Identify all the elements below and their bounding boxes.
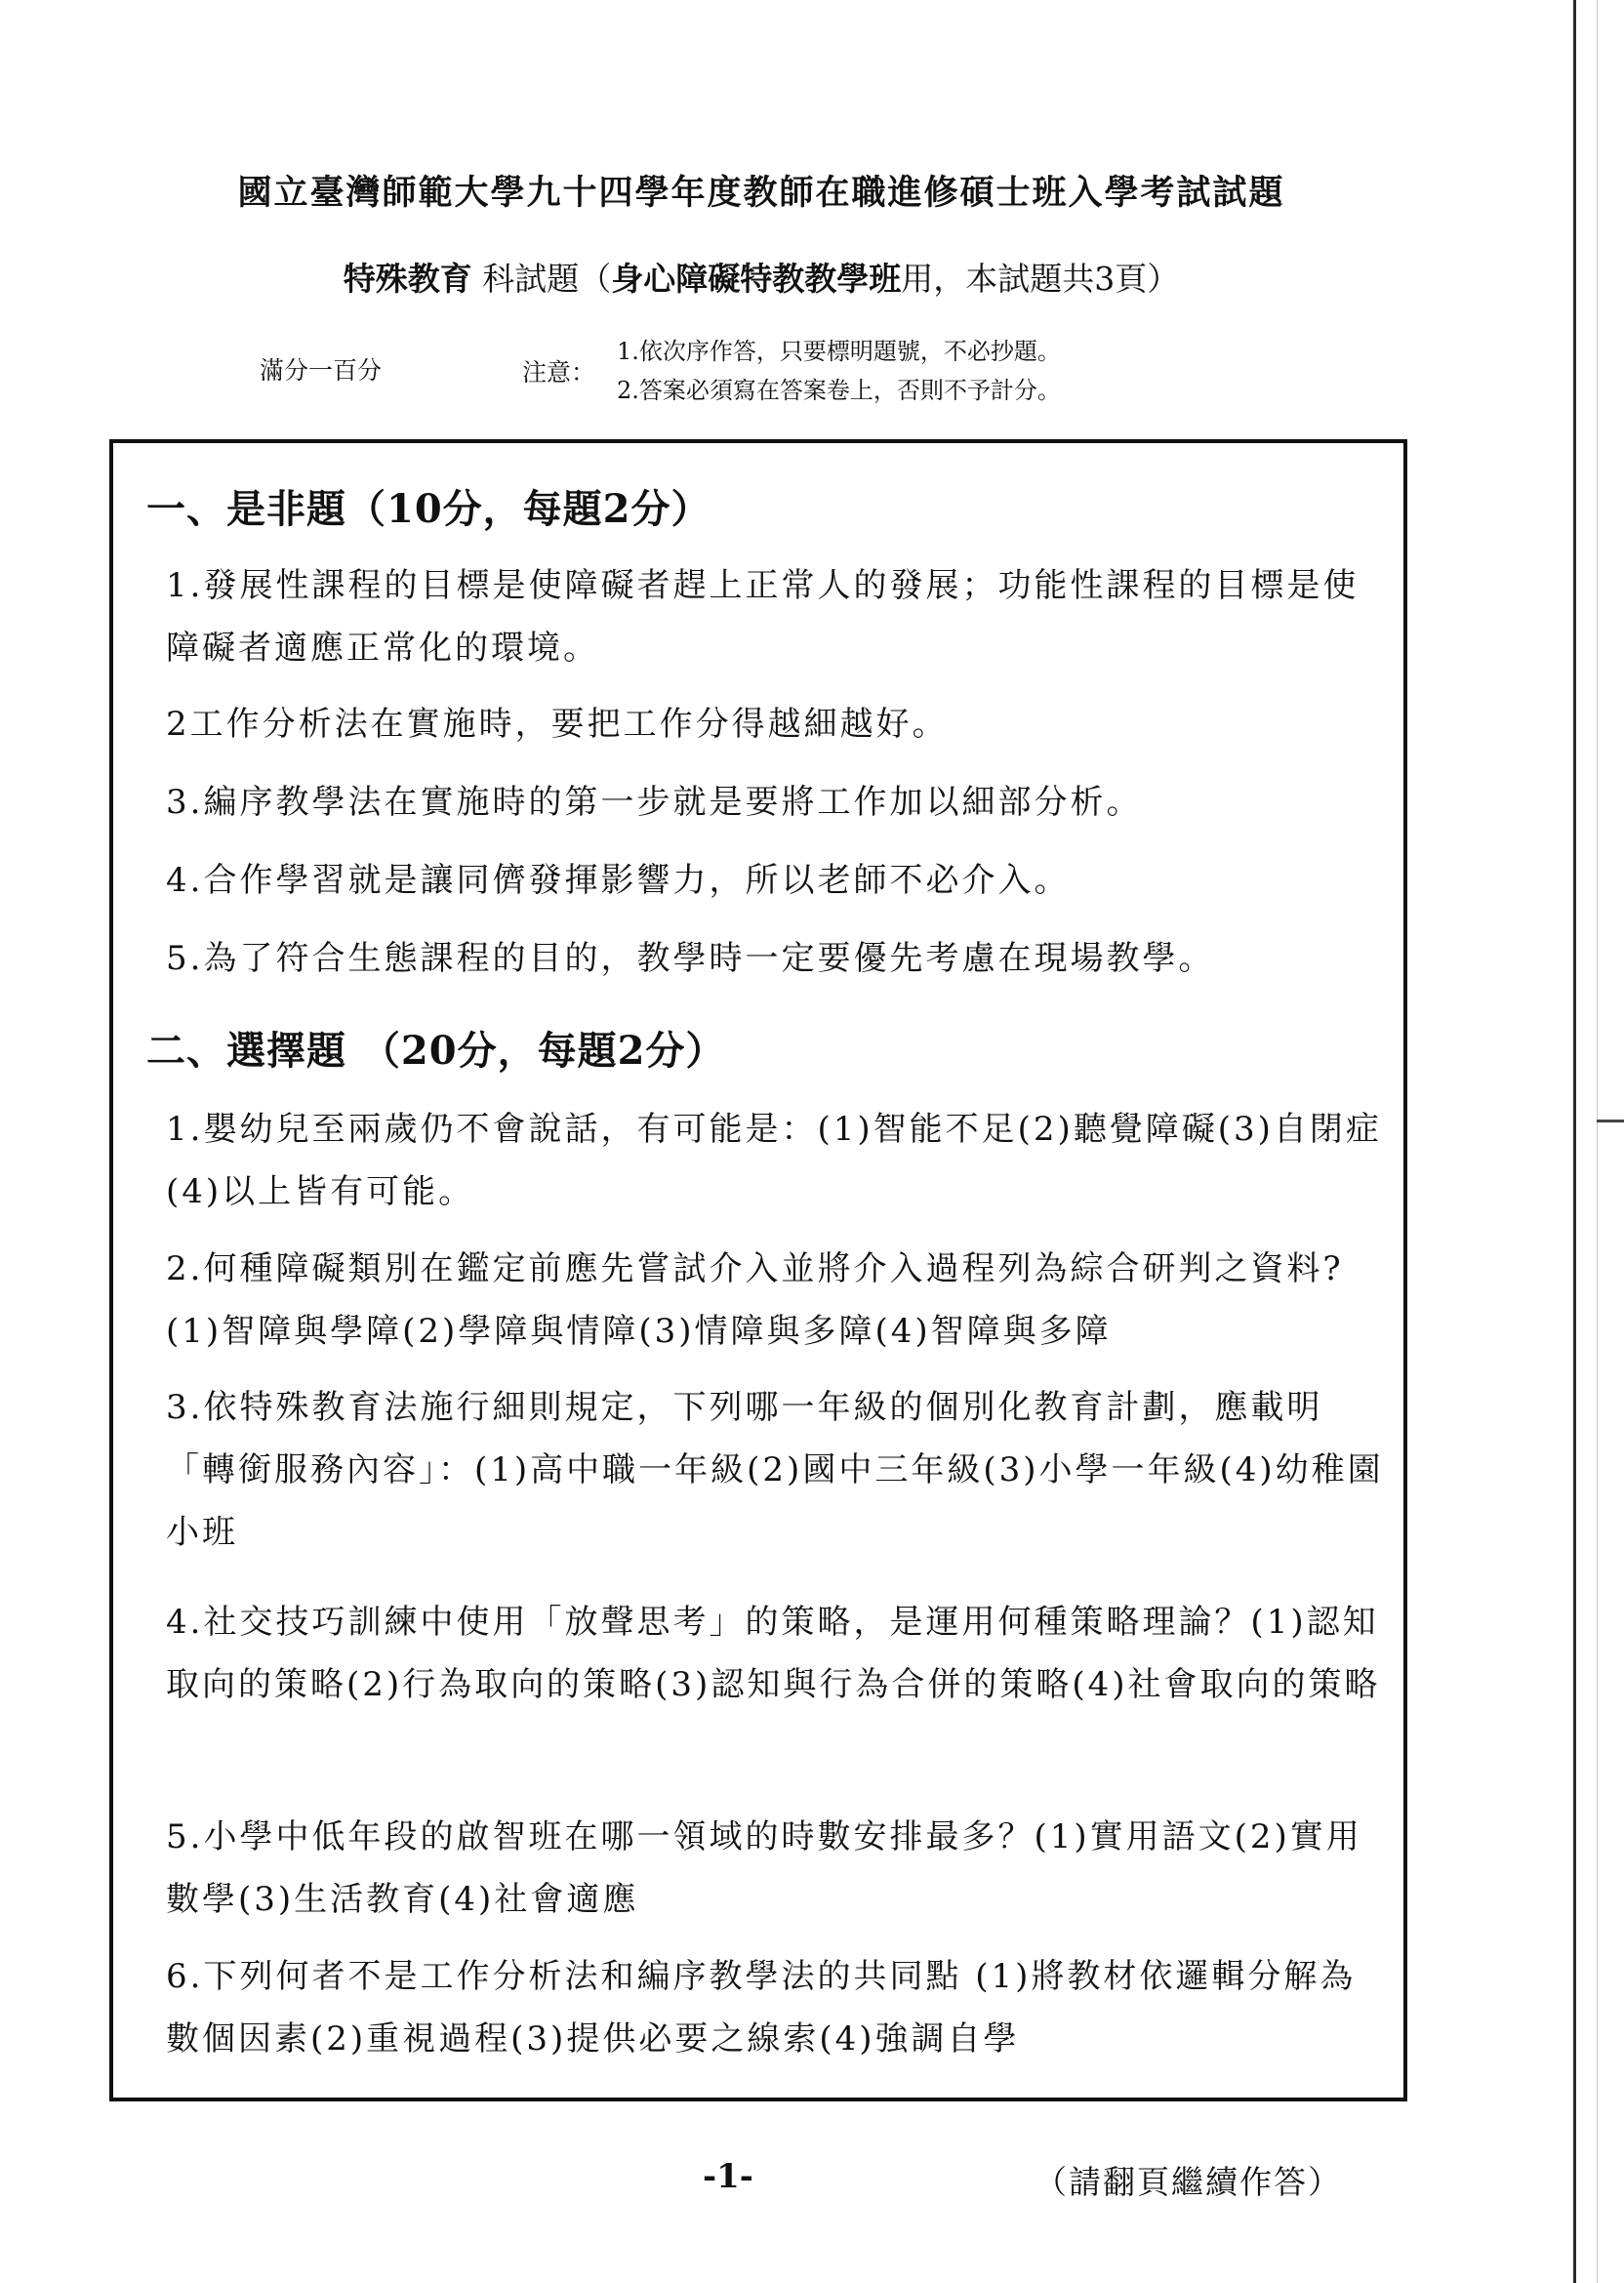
page-number: -1-: [703, 2157, 753, 2196]
class-name: 身心障礙特教教學班: [611, 260, 902, 298]
question-item: 5.小學中低年段的啟智班在哪一領域的時數安排最多？(1)實用語文(2)實用數學(3)生活教育(4)社會適應: [166, 1817, 1362, 1919]
continue-note: （請翻頁繼續作答）: [1035, 2163, 1342, 2201]
pages-note: 用，本試題共3頁）: [901, 260, 1180, 298]
question-item: 5.為了符合生態課程的目的，教學時一定要優先考慮在現場教學。: [166, 939, 1215, 978]
exam-title: 國立臺灣師範大學九十四學年度教師在職進修碩士班入學考試試題: [237, 173, 1285, 213]
scan-tick-mark: [1597, 1120, 1624, 1122]
notice-item: 2.答案必須寫在答案卷上，否則不予計分。: [617, 377, 1061, 404]
question-item: 2.何種障礙類別在鑑定前應先嘗試介入並將介入過程列為綜合研判之資料?(1)智障與學障(2)學障與情障(3)情障與多障(4)智障與多障: [166, 1249, 1344, 1351]
question-item: 3.依特殊教育法施行細則規定，下列哪一年級的個別化教育計劃，應載明「轉銜服務內容」：(1)高中職一年級(2)國中三年級(3)小學一年級(4)幼稚園小班: [166, 1388, 1384, 1552]
question-item: 1.發展性課程的目標是使障礙者趕上正常人的發展；功能性課程的目標是使障礙者適應正常化的環境。: [166, 566, 1360, 668]
notice-item: 1.依次序作答，只要標明題號，不必抄題。: [617, 338, 1061, 365]
question-item: 1.嬰幼兒至兩歲仍不會說話，有可能是：(1)智能不足(2)聽覺障礙(3)自閉症(4)以上皆有可能。: [166, 1110, 1382, 1211]
section-heading-true-false: 一、是非題（10分，每題2分）: [146, 486, 711, 532]
question-item: 6.下列何者不是工作分析法和編序教學法的共同點 (1)將教材依邏輯分解為數個因素(2)重視過程(3)提供必要之線索(4)強調自學: [166, 1957, 1357, 2059]
question-item: 2工作分析法在實施時，要把工作分得越細越好。: [166, 705, 949, 744]
exam-label: 科試題（: [482, 260, 612, 298]
section-heading-multiple-choice: 二、選擇題 （20分，每題2分）: [146, 1028, 726, 1074]
notice-label: 注意：: [522, 358, 596, 387]
question-item: 3.編序教學法在實施時的第一步就是要將工作加以細部分析。: [166, 783, 1143, 822]
notice-list: [617, 332, 1061, 410]
scan-edge-line-faint: [1597, 0, 1598, 2283]
scan-edge-line: [1573, 0, 1576, 2283]
full-score: 滿分一百分: [260, 356, 383, 385]
exam-subtitle: [0, 254, 1522, 300]
subject-name: 特殊教育: [343, 260, 472, 298]
question-item: 4.合作學習就是讓同儕發揮影響力，所以老師不必介入。: [166, 861, 1071, 900]
question-item: 4.社交技巧訓練中使用「放聲思考」的策略，是運用何種策略理論？(1)認知取向的策略(2)行為取向的策略(3)認知與行為合併的策略(4)社會取向的策略: [166, 1603, 1381, 1704]
